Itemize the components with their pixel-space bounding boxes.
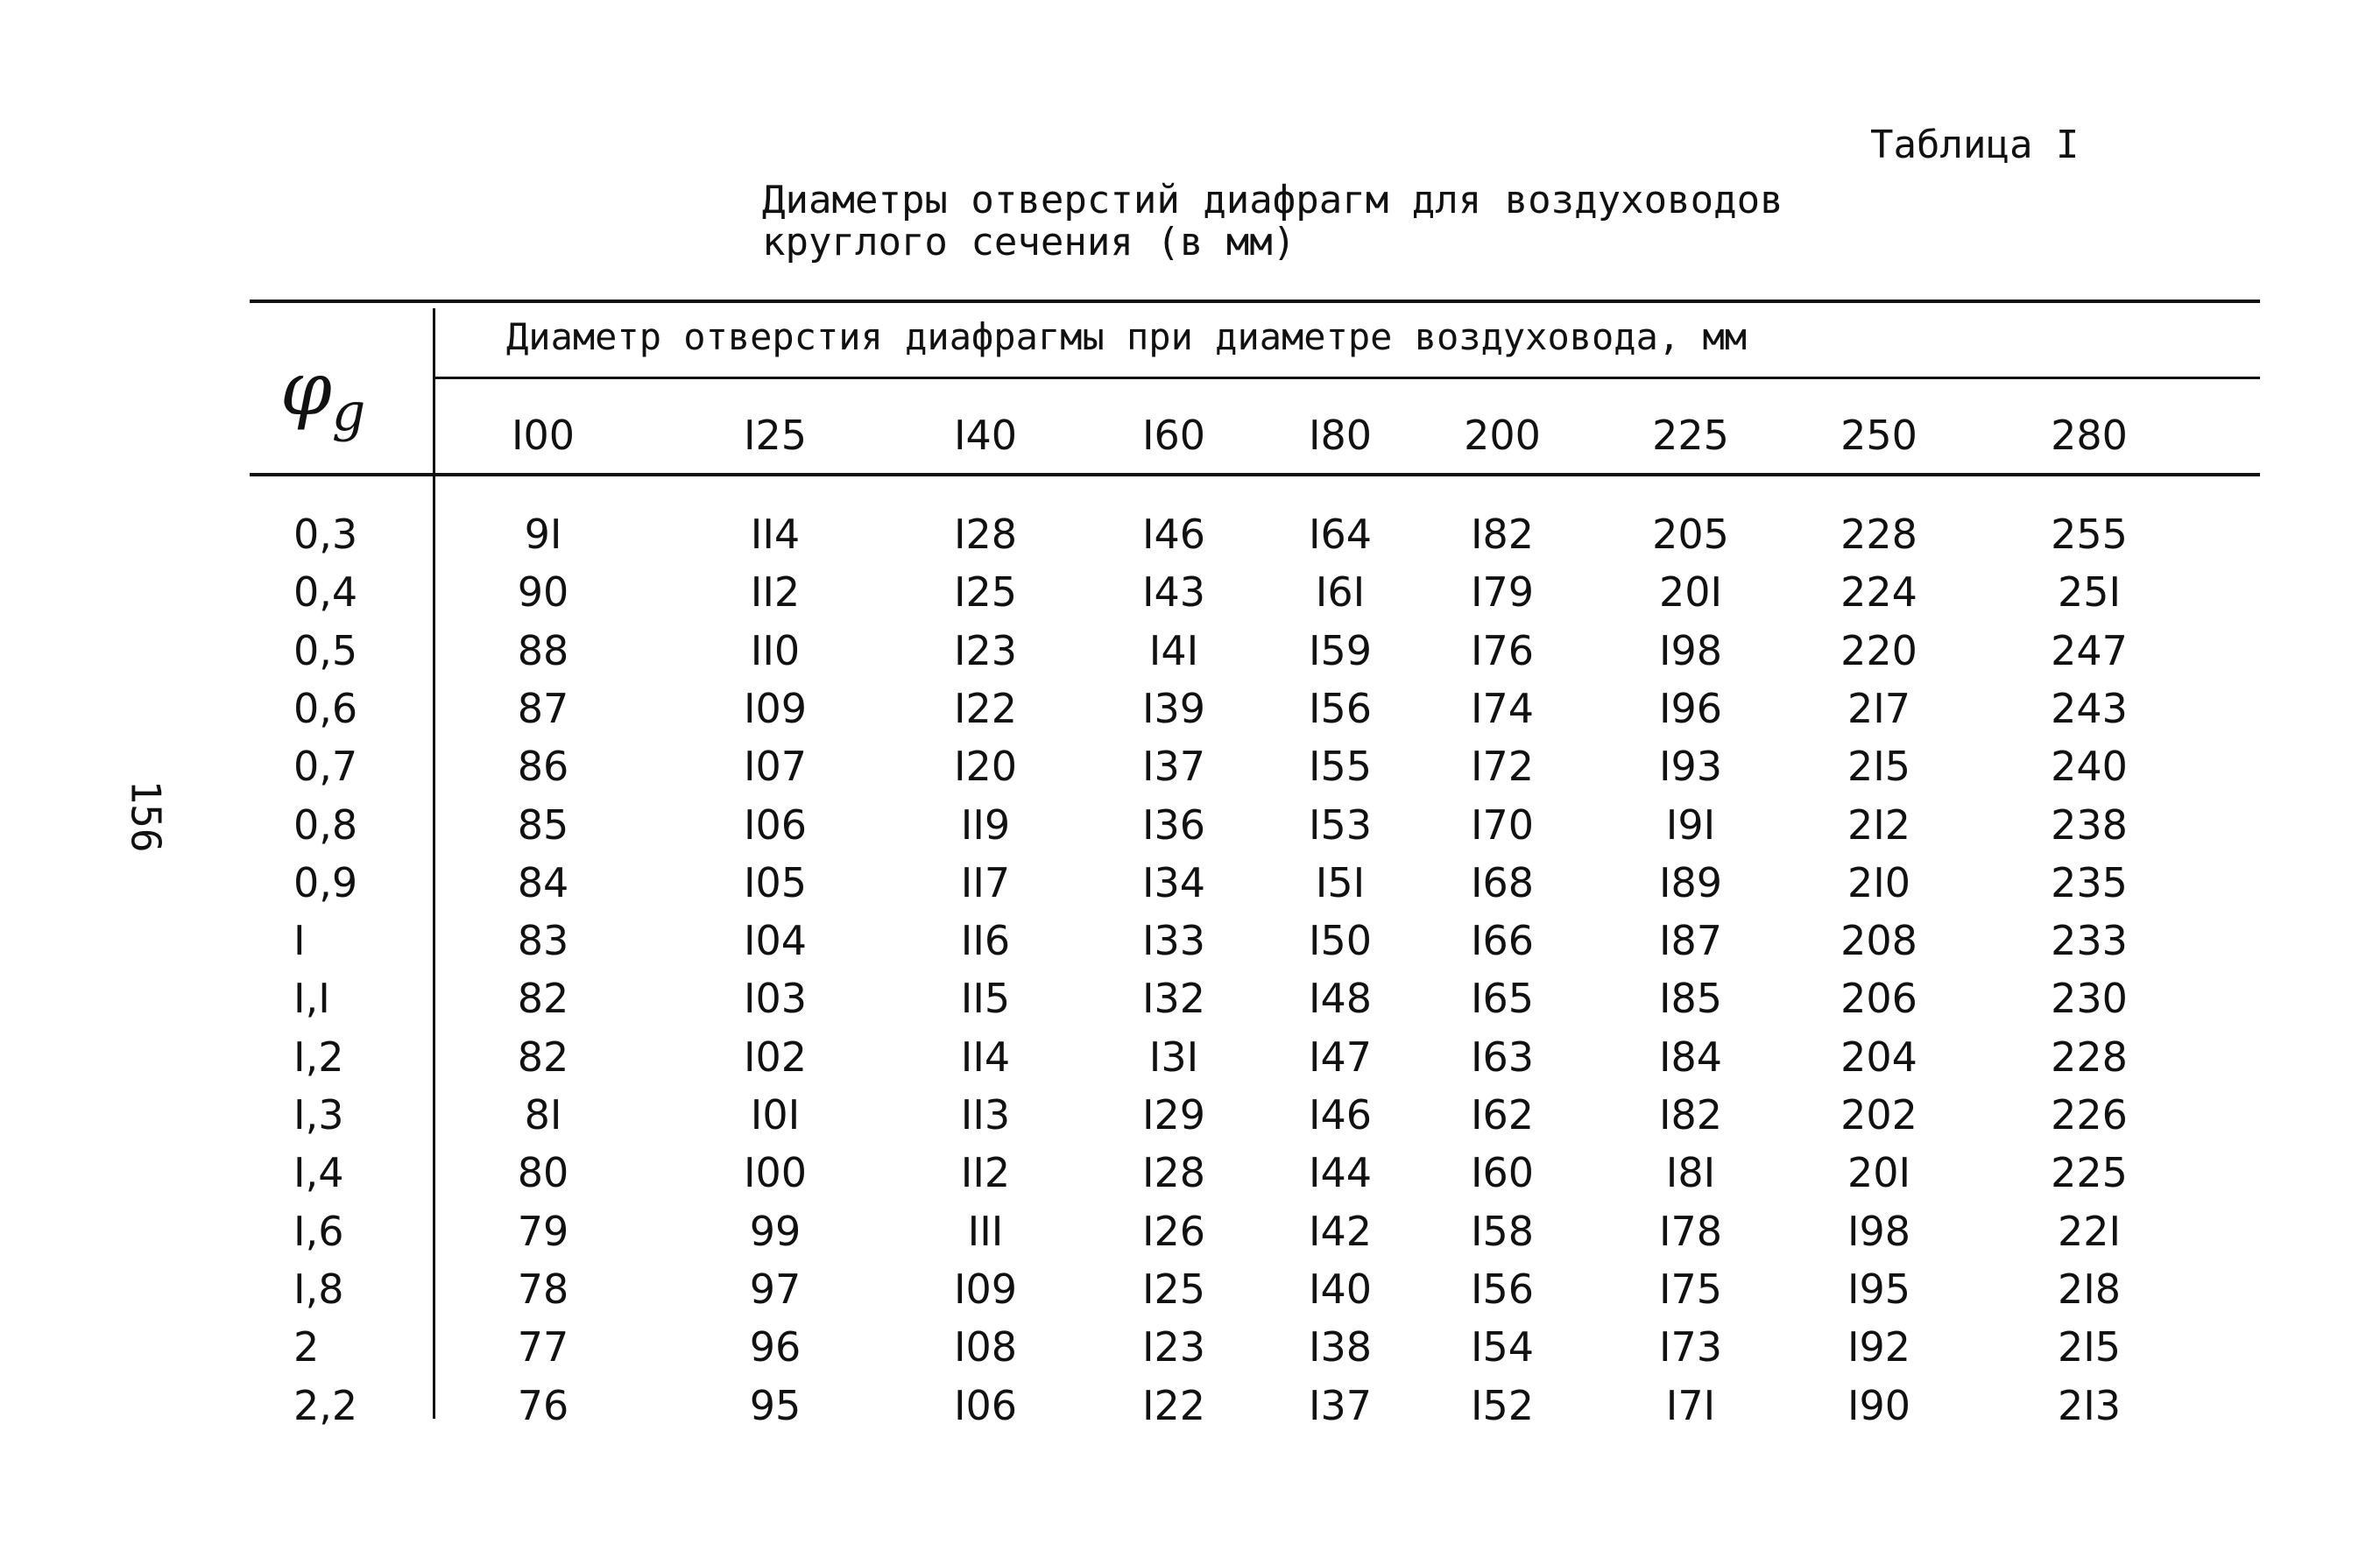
table-cell: I87 — [1658, 917, 1723, 964]
table-cell: I38 — [1308, 1323, 1373, 1371]
table-cell: 20I — [1658, 568, 1723, 616]
table-cell: I64 — [1308, 511, 1373, 558]
table-cell: 79 — [517, 1208, 569, 1255]
table-cell: I84 — [1658, 1033, 1723, 1081]
table-cell: I33 — [1141, 917, 1206, 964]
table-cell: II4 — [750, 511, 801, 558]
table-cell: I05 — [743, 859, 808, 906]
table-cell: I03 — [743, 975, 808, 1022]
table-cell: I32 — [1141, 975, 1206, 1022]
table-cell: I58 — [1470, 1208, 1535, 1255]
table-cell: 2I8 — [2057, 1265, 2122, 1313]
row-label: I — [293, 917, 306, 964]
row-label-divider — [433, 308, 435, 1419]
table-cell: II7 — [960, 859, 1011, 906]
table-cell: I06 — [953, 1382, 1018, 1429]
table-cell: I74 — [1470, 685, 1535, 732]
table-cell: I39 — [1141, 685, 1206, 732]
column-header-rule — [434, 377, 2260, 379]
column-header: 250 — [1840, 412, 1917, 459]
row-label: 2,2 — [293, 1382, 358, 1429]
caption-line-1: Диаметры отверстий диафрагм для воздуховодов — [762, 178, 1783, 222]
table-cell: 86 — [517, 743, 569, 790]
table-cell: 2I5 — [1847, 743, 1911, 790]
table-cell: 90 — [517, 568, 569, 616]
table-cell: I79 — [1470, 568, 1535, 616]
table-cell: 205 — [1652, 511, 1729, 558]
table-cell: I26 — [1141, 1208, 1206, 1255]
table-cell: I92 — [1847, 1323, 1911, 1371]
header-bottom-rule — [250, 473, 2260, 476]
table-cell: I40 — [1308, 1265, 1373, 1313]
table-cell: I47 — [1308, 1033, 1373, 1081]
table-cell: I78 — [1658, 1208, 1723, 1255]
table-cell: I20 — [953, 743, 1018, 790]
table-label: Таблица I — [1870, 123, 2080, 167]
column-header: I80 — [1308, 412, 1373, 459]
row-label: 0,3 — [293, 511, 358, 558]
column-header: I25 — [743, 412, 808, 459]
table-cell: I50 — [1308, 917, 1373, 964]
table-cell: II3 — [960, 1091, 1011, 1139]
table-caption — [762, 180, 1783, 264]
table-cell: 2I3 — [2057, 1382, 2122, 1429]
row-label: 2 — [293, 1323, 320, 1371]
row-label: 0,9 — [293, 859, 358, 906]
table-cell: I5I — [1315, 859, 1366, 906]
table-cell: I34 — [1141, 859, 1206, 906]
table-cell: I23 — [953, 627, 1018, 674]
table-cell: I07 — [743, 743, 808, 790]
table-cell: 208 — [1840, 917, 1917, 964]
table-cell: I98 — [1658, 627, 1723, 674]
table-cell: 255 — [2051, 511, 2128, 558]
row-label: 0,6 — [293, 685, 358, 732]
table-cell: 230 — [2051, 975, 2128, 1022]
table-cell: I7I — [1665, 1382, 1716, 1429]
table-cell: I25 — [953, 568, 1018, 616]
table-cell: 77 — [517, 1323, 569, 1371]
table-cell: III — [967, 1208, 1004, 1255]
table-top-rule — [250, 300, 2260, 303]
row-label: I,3 — [293, 1091, 344, 1139]
table-cell: I72 — [1470, 743, 1535, 790]
table-cell: 20I — [1847, 1149, 1911, 1196]
table-cell: 206 — [1840, 975, 1917, 1022]
table-cell: I4I — [1148, 627, 1199, 674]
table-cell: I82 — [1658, 1091, 1723, 1139]
table-cell: I55 — [1308, 743, 1373, 790]
table-cell: 85 — [517, 801, 569, 849]
table-cell: 9I — [524, 511, 562, 558]
table-cell: 240 — [2051, 743, 2128, 790]
table-cell: 99 — [749, 1208, 802, 1255]
table-cell: I56 — [1308, 685, 1373, 732]
column-header: I40 — [953, 412, 1018, 459]
table-cell: II9 — [960, 801, 1011, 849]
table-cell: 84 — [517, 859, 569, 906]
table-cell: 243 — [2051, 685, 2128, 732]
page-number: 156 — [122, 779, 170, 853]
table-cell: I59 — [1308, 627, 1373, 674]
table-cell: 204 — [1840, 1033, 1917, 1081]
table-cell: 8I — [524, 1091, 562, 1139]
table-cell: 224 — [1840, 568, 1917, 616]
row-header-phi: $\varphi_g$ — [280, 346, 366, 443]
column-header: I60 — [1141, 412, 1206, 459]
table-cell: 2I2 — [1847, 801, 1911, 849]
table-cell: I98 — [1847, 1208, 1911, 1255]
table-cell: I25 — [1141, 1265, 1206, 1313]
table-cell: 78 — [517, 1265, 569, 1313]
table-cell: I04 — [743, 917, 808, 964]
table-cell: I9I — [1665, 801, 1716, 849]
table-cell: I46 — [1308, 1091, 1373, 1139]
row-label: 0,7 — [293, 743, 358, 790]
table-cell: 87 — [517, 685, 569, 732]
column-header: I00 — [511, 412, 576, 459]
table-cell: II6 — [960, 917, 1011, 964]
table-cell: I09 — [743, 685, 808, 732]
table-cell: II5 — [960, 975, 1011, 1022]
table-cell: I52 — [1470, 1382, 1535, 1429]
table-cell: I28 — [953, 511, 1018, 558]
table-cell: I76 — [1470, 627, 1535, 674]
table-cell: I70 — [1470, 801, 1535, 849]
table-cell: 82 — [517, 975, 569, 1022]
table-cell: I23 — [1141, 1323, 1206, 1371]
table-cell: I43 — [1141, 568, 1206, 616]
table-cell: I89 — [1658, 859, 1723, 906]
table-cell: I85 — [1658, 975, 1723, 1022]
table-cell: 83 — [517, 917, 569, 964]
table-cell: I44 — [1308, 1149, 1373, 1196]
table-cell: 96 — [749, 1323, 802, 1371]
table-cell: 2I7 — [1847, 685, 1911, 732]
table-cell: I82 — [1470, 511, 1535, 558]
table-cell: 80 — [517, 1149, 569, 1196]
table-cell: II4 — [960, 1033, 1011, 1081]
column-header: 280 — [2051, 412, 2128, 459]
span-header: Диаметр отверстия диафрагмы при диаметре воздуховода, мм — [506, 315, 1748, 358]
table-cell: I3I — [1148, 1033, 1199, 1081]
table-cell: I0I — [750, 1091, 801, 1139]
table-cell: I22 — [1141, 1382, 1206, 1429]
table-cell: I66 — [1470, 917, 1535, 964]
table-cell: I6I — [1315, 568, 1366, 616]
table-cell: I28 — [1141, 1149, 1206, 1196]
row-label: I,2 — [293, 1033, 344, 1081]
table-cell: 88 — [517, 627, 569, 674]
row-label: 0,8 — [293, 801, 358, 849]
table-cell: I02 — [743, 1033, 808, 1081]
table-cell: I8I — [1665, 1149, 1716, 1196]
table-cell: 247 — [2051, 627, 2128, 674]
table-cell: I60 — [1470, 1149, 1535, 1196]
table-cell: 202 — [1840, 1091, 1917, 1139]
table-cell: I54 — [1470, 1323, 1535, 1371]
table-cell: I22 — [953, 685, 1018, 732]
table-cell: 2I5 — [2057, 1323, 2122, 1371]
table-cell: 238 — [2051, 801, 2128, 849]
table-cell: I09 — [953, 1265, 1018, 1313]
row-label: I,4 — [293, 1149, 344, 1196]
column-header: 200 — [1464, 412, 1541, 459]
table-cell: I37 — [1308, 1382, 1373, 1429]
table-cell: 235 — [2051, 859, 2128, 906]
table-cell: 233 — [2051, 917, 2128, 964]
row-label: I,6 — [293, 1208, 344, 1255]
table-cell: I00 — [743, 1149, 808, 1196]
table-cell: I90 — [1847, 1382, 1911, 1429]
table-cell: I93 — [1658, 743, 1723, 790]
table-cell: I53 — [1308, 801, 1373, 849]
table-cell: I73 — [1658, 1323, 1723, 1371]
table-cell: 95 — [749, 1382, 802, 1429]
table-cell: I96 — [1658, 685, 1723, 732]
table-cell: I48 — [1308, 975, 1373, 1022]
table-cell: 220 — [1840, 627, 1917, 674]
table-cell: 2I0 — [1847, 859, 1911, 906]
table-cell: II2 — [750, 568, 801, 616]
table-cell: 226 — [2051, 1091, 2128, 1139]
column-header: 225 — [1652, 412, 1729, 459]
table-cell: I46 — [1141, 511, 1206, 558]
table-cell: I06 — [743, 801, 808, 849]
caption-line-2: круглого сечения (в мм) — [762, 220, 1296, 264]
row-label: I,8 — [293, 1265, 344, 1313]
table-cell: I63 — [1470, 1033, 1535, 1081]
table-cell: 228 — [2051, 1033, 2128, 1081]
row-label: 0,5 — [293, 627, 358, 674]
table-cell: I62 — [1470, 1091, 1535, 1139]
row-label: 0,4 — [293, 568, 358, 616]
table-cell: 25I — [2057, 568, 2122, 616]
table-cell: I37 — [1141, 743, 1206, 790]
table-cell: I29 — [1141, 1091, 1206, 1139]
table-cell: I08 — [953, 1323, 1018, 1371]
table-cell: II0 — [750, 627, 801, 674]
row-label: I,I — [293, 975, 330, 1022]
table-cell: I42 — [1308, 1208, 1373, 1255]
table-cell: 97 — [749, 1265, 802, 1313]
table-cell: I68 — [1470, 859, 1535, 906]
table-cell: 22I — [2057, 1208, 2122, 1255]
table-cell: I36 — [1141, 801, 1206, 849]
table-cell: 82 — [517, 1033, 569, 1081]
table-cell: 228 — [1840, 511, 1917, 558]
table-cell: I65 — [1470, 975, 1535, 1022]
table-cell: II2 — [960, 1149, 1011, 1196]
table-cell: I95 — [1847, 1265, 1911, 1313]
table-cell: 76 — [517, 1382, 569, 1429]
table-cell: I75 — [1658, 1265, 1723, 1313]
table-cell: I56 — [1470, 1265, 1535, 1313]
table-cell: 225 — [2051, 1149, 2128, 1196]
